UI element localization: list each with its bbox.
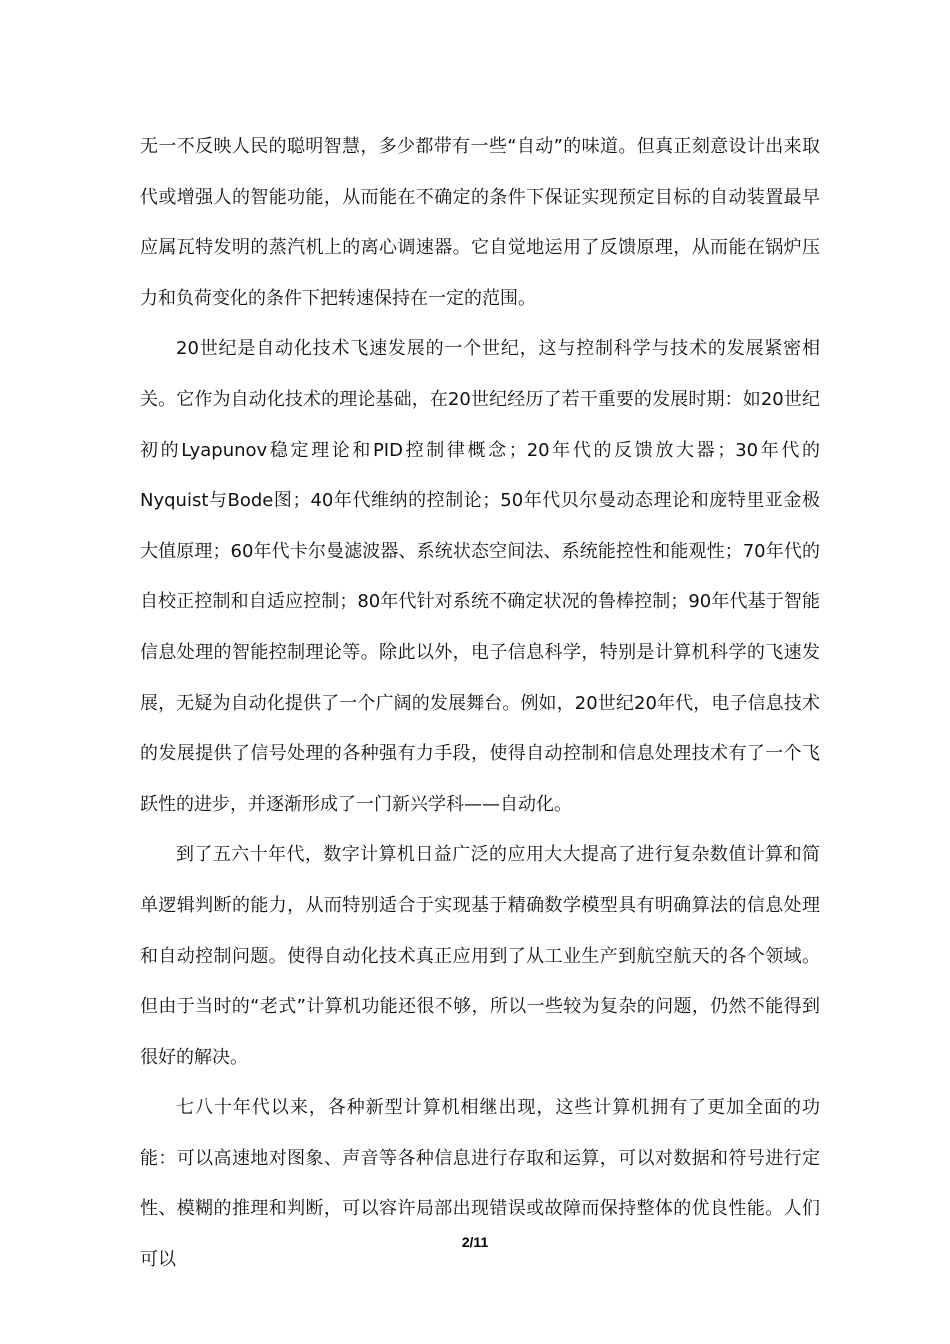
body-text [140, 122, 820, 1286]
page-number: 2/11 [461, 1234, 489, 1250]
paragraph-3: 到了五六十年代，数字计算机日益广泛的应用大大提高了进行复杂数值计算和简单逻辑判断的能力，从而特别适合于实现基于精确数学模型具有明确算法的信息处理和自动控制问题。使得自动化技术真正应用到了从工业生产到航空航天的各个领域。但由于当时的“老式”计算机功能还很不够，所以一些较为复杂的问题，仍然不能得到很好的解决。 [140, 844, 820, 1068]
paragraph-4: 七八十年代以来，各种新型计算机相继出现，这些计算机拥有了更加全面的功能：可以高速地对图象、声音等各种信息进行存取和运算，可以对数据和符号进行定性、模糊的推理和判断，可以容许局部出现错误或故障而保持整体的优良性能。人们可以 [140, 1097, 820, 1271]
paragraph-1: 无一不反映人民的聪明智慧，多少都带有一些“自动”的味道。但真正刻意设计出来取代或增强人的智能功能，从而能在不确定的条件下保证实现预定目标的自动装置最早应属瓦特发明的蒸汽机上的离心调速器。它自觉地运用了反馈原理，从而能在锅炉压力和负荷变化的条件下把转速保持在一定的范围。 [140, 136, 820, 309]
paragraph-2: 20世纪是自动化技术飞速发展的一个世纪，这与控制科学与技术的发展紧密相关。它作为自动化技术的理论基础，在20世纪经历了若干重要的发展时期：如20世纪初的Lyapunov稳定理论和PID控制律概念；20年代的反馈放大器；30年代的Nyquist与Bode图；40年代维纳的控制论；50年代贝尔曼动态理论和庞特里亚金极大值原理；60年代卡尔曼滤波器、系统状态空间法、系统能控性和能观性；70年代的自校正控制和自适应控制；80年代针对系统不确定状况的鲁棒控制；90年代基于智能信息处理的智能控制理论等。除此以外，电子信息科学，特别是计算机科学的飞速发展，无疑为自动化提供了一个广阔的发展舞台。例如，20世纪20年代，电子信息技术的发展提供了信号处理的各种强有力手段，使得自动控制和信息处理技术有了一个飞跃性的进步，并逐渐形成了一门新兴学科——自动化。 [140, 338, 820, 815]
